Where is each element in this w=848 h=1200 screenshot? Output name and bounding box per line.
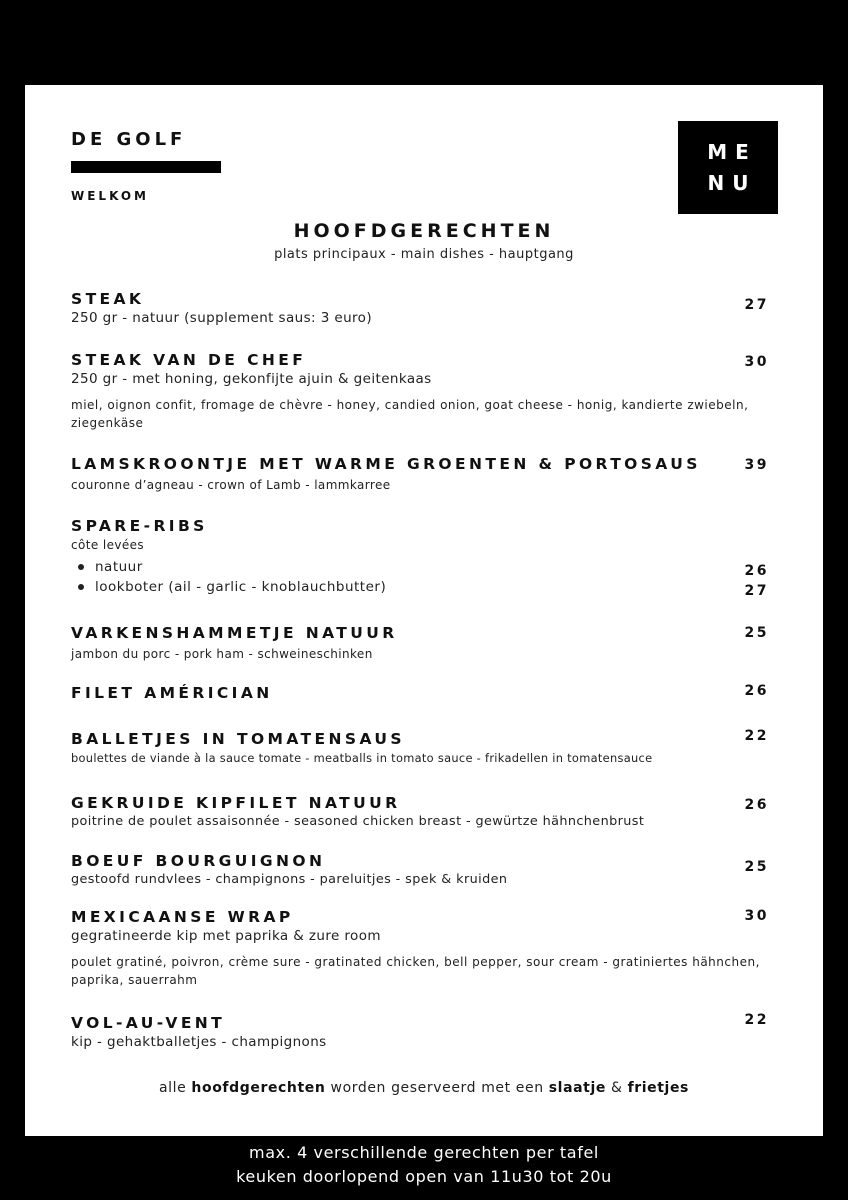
dish-name: VARKENSHAMMETJE NATUUR [71, 624, 398, 642]
dish-option-price: 26 [744, 563, 769, 579]
brand-underline-bar [71, 161, 221, 173]
footer-text: alle [158, 1080, 192, 1096]
dish-price: 30 [744, 354, 769, 370]
footer-text: worden geserveerd met een [325, 1080, 549, 1096]
dish-mexicaanse-wrap [71, 907, 761, 989]
dish-translation-note: miel, oignon confit, fromage de chèvre - honey, candied onion, goat cheese - honig, kandierte zwiebeln, ziegenkäse [71, 398, 749, 430]
footer-bold: frietjes [627, 1080, 689, 1096]
dish-description: 250 gr - met honing, gekonfijte ajuin & geitenkaas [71, 371, 432, 387]
dish-option-label: natuur [95, 559, 143, 575]
menu-badge [678, 121, 778, 214]
footer-bold: hoofdgerechten [191, 1080, 326, 1096]
dish-option-label: lookboter (ail - garlic - knoblauchbutter) [95, 579, 387, 595]
dish-price: 25 [744, 625, 769, 641]
section-title: HOOFDGERECHTEN [293, 220, 555, 242]
section-subtitle: plats principaux - main dishes - hauptgang [274, 247, 574, 262]
dish-options-list [71, 557, 761, 597]
dish-vol-au-vent [71, 1013, 761, 1051]
menu-badge-line-2: NU [707, 170, 757, 195]
bottom-info [0, 1141, 848, 1189]
dish-description: boulettes de viande à la sauce tomate - meatballs in tomato sauce - frikadellen in tomatensauce [71, 751, 653, 765]
dish-price: 22 [744, 728, 769, 744]
dish-filet-americian [71, 683, 761, 703]
dish-description: 250 gr - natuur (supplement saus: 3 euro) [71, 310, 373, 326]
dish-description: kip - gehaktballetjes - champignons [71, 1034, 327, 1050]
dish-price: 39 [744, 457, 769, 473]
dish-price: 26 [744, 797, 769, 813]
dish-option-price: 27 [744, 583, 769, 599]
dish-steak-van-de-chef [71, 350, 761, 432]
dish-description: côte levées [71, 538, 145, 552]
bullet-icon [78, 584, 84, 590]
menu-badge-line-1: ME [707, 139, 757, 164]
dish-description: jambon du porc - pork ham - schweineschinken [71, 647, 373, 661]
served-with-note [25, 1080, 823, 1096]
dish-description: couronne d’agneau - crown of Lamb - lammkarree [71, 478, 391, 492]
dish-price: 22 [744, 1012, 769, 1028]
dish-name: LAMSKROONTJE MET WARME GROENTEN & PORTOSAUS [71, 455, 701, 473]
dish-name: VOL-AU-VENT [71, 1014, 226, 1032]
dish-price: 30 [744, 908, 769, 924]
dish-name: STEAK VAN DE CHEF [71, 351, 307, 369]
dish-option [71, 577, 761, 597]
dish-translation-note: poulet gratiné, poivron, crème sure - gratinated chicken, bell pepper, sour cream - gratiniertes hähnchen, paprika, sauerrahm [71, 955, 760, 987]
dish-price: 25 [744, 859, 769, 875]
dish-name: STEAK [71, 290, 145, 308]
dish-lamskroontje [71, 454, 761, 494]
dish-option [71, 557, 761, 577]
table-limit-text: max. 4 verschillende gerechten per tafel [249, 1143, 599, 1162]
dish-varkenshammetje [71, 623, 761, 663]
dish-name: BOEUF BOURGUIGNON [71, 852, 326, 870]
dish-spare-ribs [71, 516, 761, 597]
bullet-icon [78, 564, 84, 570]
dish-boeuf-bourguignon [71, 851, 761, 889]
dish-price: 27 [744, 297, 769, 313]
dish-balletjes [71, 729, 761, 767]
dish-steak [71, 289, 761, 327]
dish-name: MEXICAANSE WRAP [71, 908, 294, 926]
dish-description: poitrine de poulet assaisonnée - seasoned chicken breast - gewürtze hähnchenbrust [71, 814, 645, 829]
dish-description: gestoofd rundvlees - champignons - pareluitjes - spek & kruiden [71, 872, 508, 887]
restaurant-name: DE GOLF [71, 129, 187, 150]
dish-price: 26 [744, 683, 769, 699]
menu-sheet [25, 85, 823, 1136]
footer-text: & [605, 1080, 628, 1096]
footer-bold: slaatje [548, 1080, 606, 1096]
welcome-text: WELKOM [71, 189, 149, 203]
dish-gekruide-kipfilet [71, 793, 761, 831]
dish-name: SPARE-RIBS [71, 517, 208, 535]
dish-name: BALLETJES IN TOMATENSAUS [71, 730, 405, 748]
dish-description: gegratineerde kip met paprika & zure room [71, 928, 381, 944]
dish-name: FILET AMÉRICIAN [71, 684, 273, 702]
kitchen-hours-text: keuken doorlopend open van 11u30 tot 20u [236, 1167, 612, 1186]
dish-name: GEKRUIDE KIPFILET NATUUR [71, 794, 401, 812]
